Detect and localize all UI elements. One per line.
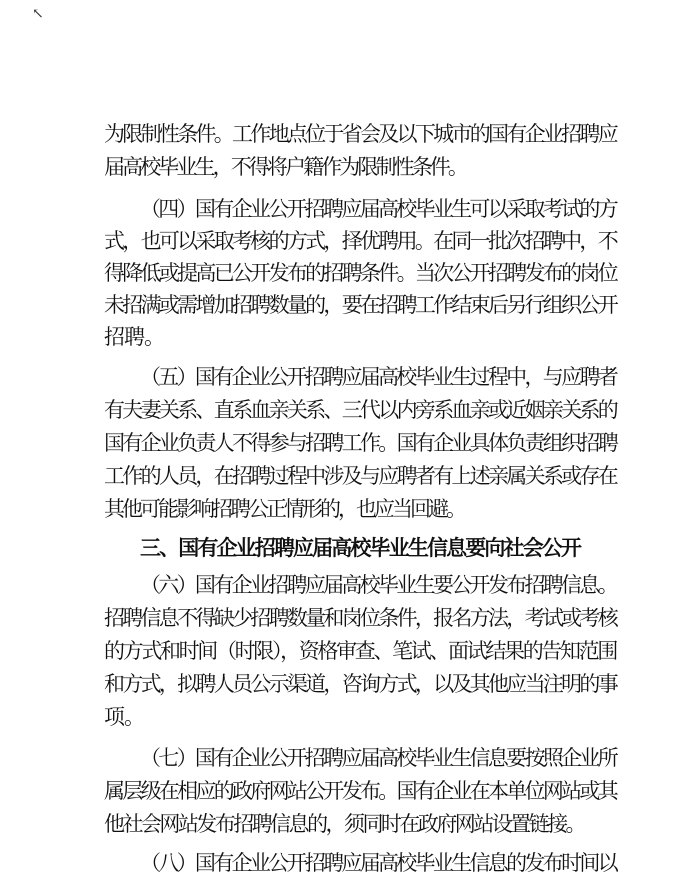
text-line bbox=[0, 459, 698, 493]
section-heading-text: 三、国有企业招聘应届高校毕业生信息要向社会公开 bbox=[140, 536, 580, 560]
text-line-content: 国有企业负责人不得参与招聘工作。国有企业具体负责组织招聘 bbox=[104, 431, 617, 455]
corner-mark: ↖ bbox=[32, 6, 44, 22]
text-line bbox=[0, 700, 698, 734]
paragraph-first-line bbox=[0, 360, 698, 394]
text-line bbox=[0, 601, 698, 635]
section-heading bbox=[0, 531, 698, 565]
text-line-content: 属层级在相应的政府网站公开发布。国有企业在本单位网站或其 bbox=[104, 779, 617, 803]
paragraph-first-line bbox=[0, 741, 698, 775]
text-line-content: 工作的人员，在招聘过程中涉及与应聘者有上述亲属关系或存在 bbox=[104, 464, 617, 488]
text-line-content: 招聘。 bbox=[104, 325, 164, 349]
text-line-content: 为限制性条件。工作地点位于省会及以下城市的国有企业招聘应 bbox=[104, 122, 617, 146]
text-line bbox=[0, 224, 698, 258]
text-line-content: 和方式，拟聘人员公示渠道，咨询方式，以及其他应当注明的事 bbox=[104, 672, 617, 696]
text-line bbox=[0, 492, 698, 526]
text-line-content: 式，也可以采取考核的方式，择优聘用。在同一批次招聘中，不 bbox=[104, 229, 617, 253]
text-line-content: 得降低或提高已公开发布的招聘条件。当次公开招聘发布的岗位 bbox=[104, 261, 617, 285]
text-line bbox=[0, 426, 698, 460]
text-line bbox=[0, 807, 698, 841]
text-line-content: 他社会网站发布招聘信息的，须同时在政府网站设置链接。 bbox=[104, 812, 585, 836]
text-line bbox=[0, 288, 698, 322]
text-line-content: （八）国有企业公开招聘应届高校毕业生信息的发布时间以 bbox=[140, 851, 617, 875]
text-line-content: （四）国有企业公开招聘应届高校毕业生可以采取考试的方 bbox=[140, 197, 617, 221]
text-line-content: 招聘信息不得缺少招聘数量和岗位条件，报名方法，考试或考核 bbox=[104, 606, 617, 630]
text-line bbox=[0, 150, 698, 184]
paragraph-first-line bbox=[0, 568, 698, 602]
text-line bbox=[0, 774, 698, 808]
paragraph-first-line bbox=[0, 192, 698, 226]
text-line-content: 未招满或需增加招聘数量的，要在招聘工作结束后另行组织公开 bbox=[104, 293, 617, 317]
text-line-content: （六）国有企业招聘应届高校毕业生要公开发布招聘信息。 bbox=[140, 573, 617, 597]
text-line-content: 的方式和时间（时限），资格审查、笔试、面试结果的告知范围 bbox=[104, 639, 617, 663]
text-line-content: 项。 bbox=[104, 705, 144, 729]
text-line-content: 届高校毕业生，不得将户籍作为限制性条件。 bbox=[104, 155, 466, 179]
text-line-content: （五）国有企业公开招聘应届高校毕业生过程中，与应聘者 bbox=[140, 365, 617, 389]
text-line bbox=[0, 393, 698, 427]
text-line bbox=[0, 320, 698, 354]
text-line-content: 有夫妻关系、直系血亲关系、三代以内旁系血亲或近姻亲关系的 bbox=[104, 398, 617, 422]
text-line-content: 其他可能影响招聘公正情形的，也应当回避。 bbox=[104, 497, 464, 521]
text-line bbox=[0, 117, 698, 151]
text-line-content: （七）国有企业公开招聘应届高校毕业生信息要按照企业所 bbox=[140, 746, 617, 770]
paragraph-first-line bbox=[0, 846, 698, 880]
text-line bbox=[0, 256, 698, 290]
text-line bbox=[0, 667, 698, 701]
text-line bbox=[0, 634, 698, 668]
